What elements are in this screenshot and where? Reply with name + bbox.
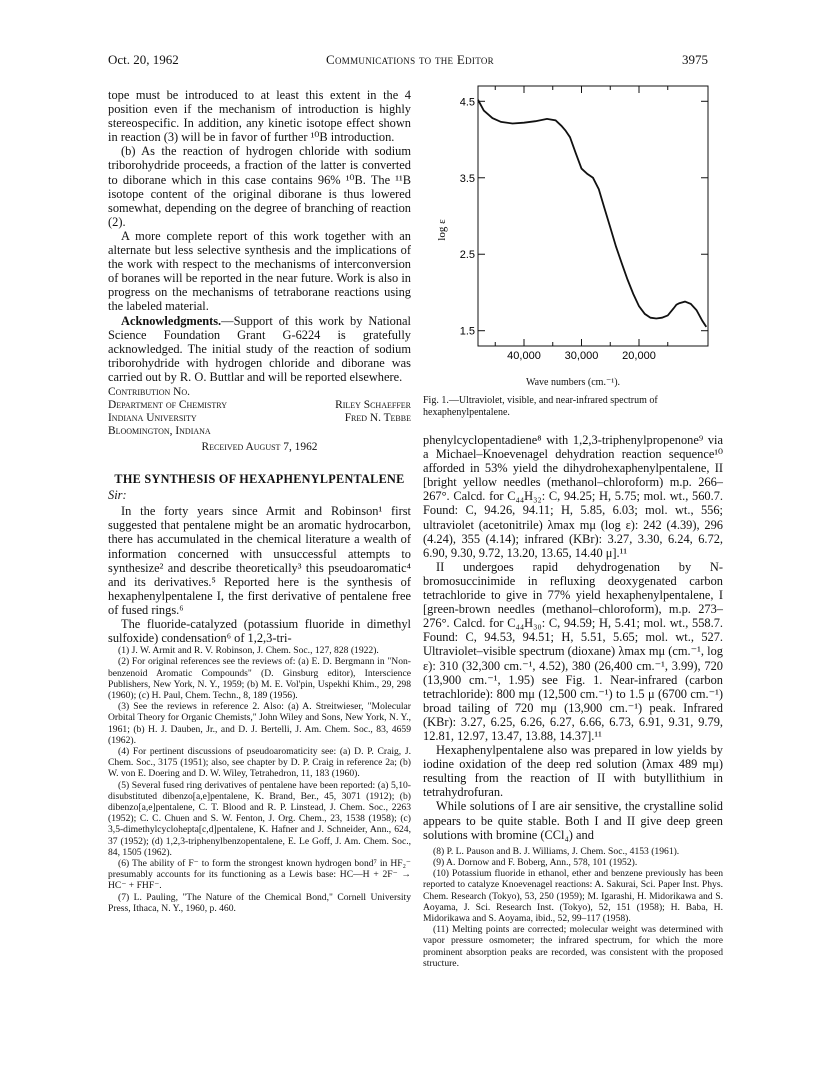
city: Bloomington, Indiana <box>108 424 211 437</box>
running-header <box>0 52 820 72</box>
footnote: (6) The ability of F⁻ to form the strongest known hydrogen bond⁷ in HF₂⁻ presumably accounts for its functioning as a Lewis base: HC—H + 2F⁻ → HC⁻ + FHF⁻. <box>108 858 411 892</box>
acknowledgments-body: —Support of this work by National Science Foundation Grant G-6224 is gratefully acknowledged. The initial study of the reaction of sodium triborohydride with hydrogen chloride and diborane was carried out by R. O. Buttlar and will be reported elsewhere. <box>108 313 411 384</box>
y-tick-label: 3.5 <box>459 172 475 185</box>
footnote: (3) See the reviews in reference 2. Also: (a) A. Streitwieser, "Molecular Orbital Theory for Organic Chemists," John Wiley and Sons, New York, N. Y., 1961; (b) H. J. Dauben, Jr., and D. J. Bertelli, J. Am. Chem. Soc., 83, 4659 (1962). <box>108 701 411 746</box>
paragraph: The fluoride-catalyzed (potassium fluoride in dimethyl sulfoxide) condensation⁶ of 1,2,3-tri- <box>108 617 411 646</box>
footnotes <box>108 645 411 914</box>
author-address <box>108 386 411 438</box>
x-tick-label: 20,000 <box>622 350 656 362</box>
left-column <box>108 88 411 914</box>
paragraph: While solutions of I are air sensitive, the crystalline solid appears to be quite stable. Both I and II give deep green solutions with bromine (CCl₄) and <box>423 799 723 842</box>
plot-frame <box>478 86 708 346</box>
paragraph: (b) As the reaction of hydrogen chloride with sodium triborohydride proceeds, a fraction of the latter is converted to diborane which in this case contains 96% ¹⁰B. The ¹¹B isotope content of the original diborane is thus lowered somewhat, depending on the degree of branching of reaction (2). <box>108 144 411 229</box>
header-page-number: 3975 <box>682 52 708 67</box>
article-title: THE SYNTHESIS OF HEXAPHENYLPENTALENE <box>114 472 405 487</box>
paragraph: In the forty years since Armit and Robinson¹ first suggested that pentalene might be an aromatic hydrocarbon, there has accumulated in the chemical literature a wealth of information concerned with unsuccessful attempts to synthesize² and describe theoretically³ this pseudoaromatic⁴ and its derivatives.⁵ Reported here is the synthesis of hexaphenylpentalene I, the first derivative of pentalene free of fused rings.⁶ <box>108 504 411 617</box>
paragraph: phenylcyclopentadiene⁸ with 1,2,3-triphenylpropenone⁹ via a Michael–Knoevenagel dehydration reaction sequence¹⁰ afforded in 53% yield the dihydrohexaphenylpentalene, II [bright yellow needles (methanol–chloroform) m.p. 266–267°. Calcd. for C₄₄H₃₂: C, 94.25; H, 5.75; mol. wt., 560.7. Found: C, 94.26, 94.11; H, 5.85, 6.03; mol. wt., 556; ultraviolet (acetonitrile) λmax mμ (log ε): 242 (4.39), 296 (4.24), 355 (4.14); infrared (KBr): 3.27, 3.30, 6.24, 6.72, 6.90, 9.30, 9.72, 13.20, 13.65, 14.40 μ].¹¹ <box>423 433 723 560</box>
footnote: (7) L. Pauling, "The Nature of the Chemical Bond," Cornell University Press, Ithaca, N. Y., 1960, p. 460. <box>108 891 411 914</box>
acknowledgments-heading: Acknowledgments. <box>121 313 222 328</box>
author-name: Riley Schaeffer <box>335 398 411 411</box>
y-tick-label: 4.5 <box>459 96 475 109</box>
header-date: Oct. 20, 1962 <box>108 52 179 67</box>
contribution-line: Contribution No. <box>108 385 190 398</box>
author-name: Fred N. Tebbe <box>344 411 411 424</box>
header-journal: Communications to the Editor <box>326 52 494 67</box>
y-axis-label: log ε <box>436 219 448 241</box>
spectrum-line <box>478 100 706 327</box>
footnote: (1) J. W. Armit and R. V. Robinson, J. Chem. Soc., 127, 828 (1922). <box>118 645 379 657</box>
x-tick-label: 30,000 <box>564 350 599 362</box>
paragraph: II undergoes rapid dehydrogenation by N-bromosuccinimide in refluxing deoxygenated carbon tetrachloride to give in 77% yield hexaphenylpentalene, I [green-brown needles (methanol–chloroform), m.p. 273–276°. Calcd. for C₄₄H₃₀: C, 94.59; H, 5.41; mol. wt., 558.7. Found: C, 94.53, 94.51; H, 5.51, 5.65; mol. wt., 527. Ultraviolet–visible spectrum (dioxane) λmax mμ (cm.⁻¹, log ε): 310 (32,300 cm.⁻¹, 4.52), 380 (26,400 cm.⁻¹, 3.99), 720 (13,900 cm.⁻¹, 1.95) see Fig. 1. Near-infrared (carbon tetrachloride): 800 mμ (12,500 cm.⁻¹) to 1.5 μ (6700 cm.⁻¹) broad tailing of 720 mμ (13,900 cm.⁻¹) peak. Infrared (KBr): 3.27, 6.25, 6.26, 6.27, 6.66, 6.73, 6.91, 9.31, 9.79, 12.81, 12.97, 13.47, 13.88, 14.37].¹¹ <box>423 559 723 743</box>
right-column <box>423 433 723 969</box>
figure-caption: Fig. 1.—Ultraviolet, visible, and near-infrared spectrum of hexaphenylpentalene. <box>423 394 658 418</box>
footnote: (10) Potassium fluoride in ethanol, ether and benzene previously has been reported to catalyze Knoevenagel reactions: A. Sakurai, Sci. Paper Inst. Phys. Chem. Research (Tokyo), 53, 250 (1959); M. Igarashi, H. Midorikawa and S. Aoyama, J. Sci. Research Inst. (Tokyo), 52, 151 (1958); H. Baba, H. Midorikawa and S. Aoyama, ibid., 52, 99–117 (1958). <box>423 868 723 924</box>
figure-caption-block <box>423 377 723 420</box>
footnote: (8) P. L. Pauson and B. J. Williams, J. Chem. Soc., 4153 (1961). <box>433 845 680 857</box>
x-axis-label: Wave numbers (cm.⁻¹). <box>525 377 621 388</box>
salutation: Sir: <box>108 488 127 503</box>
y-tick-label: 1.5 <box>459 325 475 338</box>
university: Indiana University <box>108 411 197 424</box>
y-tick-label: 2.5 <box>459 249 475 262</box>
footnote: (2) For original references see the reviews of: (a) E. D. Bergmann in "Non-benzenoid Aromatic Compounds" (D. Ginsburg editor), Interscience Publishers, New York, N. Y., 1959; (b) M. E. Vol'pin, Uspekhi Khim., 29, 298 (1960); (c) H. Paul, Chem. Techn., 8, 189 (1956). <box>108 656 411 701</box>
received-date: Received August 7, 1962 <box>201 440 318 453</box>
footnote: (9) A. Dornow and F. Boberg, Ann., 578, 101 (1952). <box>433 856 638 868</box>
paragraph: A more complete report of this work together with an alternate but less selective synthesis and the implications of the work with respect to the mechanisms of interconversion of boranes will be reported in the near future. Work is also in progress on the mechanisms of tetraborane reactions using the labeled material. <box>108 228 411 314</box>
acknowledgments <box>108 314 411 384</box>
paragraph: tope must be introduced to at least this extent in the 4 position even if the mechanism of introduction is highly stereospecific. In addition, any kinetic isotope effect shown in reaction (3) will be in favor of further ¹⁰B introduction. <box>108 88 411 145</box>
footnote: (5) Several fused ring derivatives of pentalene have been reported: (a) 5,10-disubstituted dibenzo[a,e]pentalene, K. Brand, Ber., 45, 3071 (1912); (b) dibenzo[a,e]pentalene, C. T. Blood and R. P. Linstead, J. Chem. Soc., 2263 (1952); C. C. Chuen and S. W. Fenton, J. Org. Chem., 23, 1538 (1958); (c) 3,5-dimethylcyclohepta[c,d]pentalene, K. Hafner and J. Schneider, Ann., 624, 37 (1952); (d) 1,2,3-triphenylbenzopentalene, E. Le Goff, J. Am. Chem. Soc., 84, 1505 (1962). <box>108 779 411 858</box>
footnote: (11) Melting points are corrected; molecular weight was determined with vapor pressure osmometer; the infrared spectrum, for which the more prominent absorption peaks are recorded, was consistent with the proposed structure. <box>423 924 723 969</box>
spectrum-chart <box>423 80 723 370</box>
footnotes <box>423 846 723 969</box>
paragraph: Hexaphenylpentalene also was prepared in low yields by iodine oxidation of the deep red solution (λmax 489 mμ) resulting from the reaction of II with butyllithium in tetrahydrofuran. <box>423 743 723 800</box>
x-tick-label: 40,000 <box>507 350 541 362</box>
department: Department of Chemistry <box>108 398 227 411</box>
footnote: (4) For pertinent discussions of pseudoaromaticity see: (a) D. P. Craig, J. Chem. Soc., 3175 (1951); also, see chapter by D. P. Craig in reference 2a; (b) W. von E. Doering and D. W. Wiley, Tetrahedron, 11, 183 (1960). <box>108 746 411 780</box>
